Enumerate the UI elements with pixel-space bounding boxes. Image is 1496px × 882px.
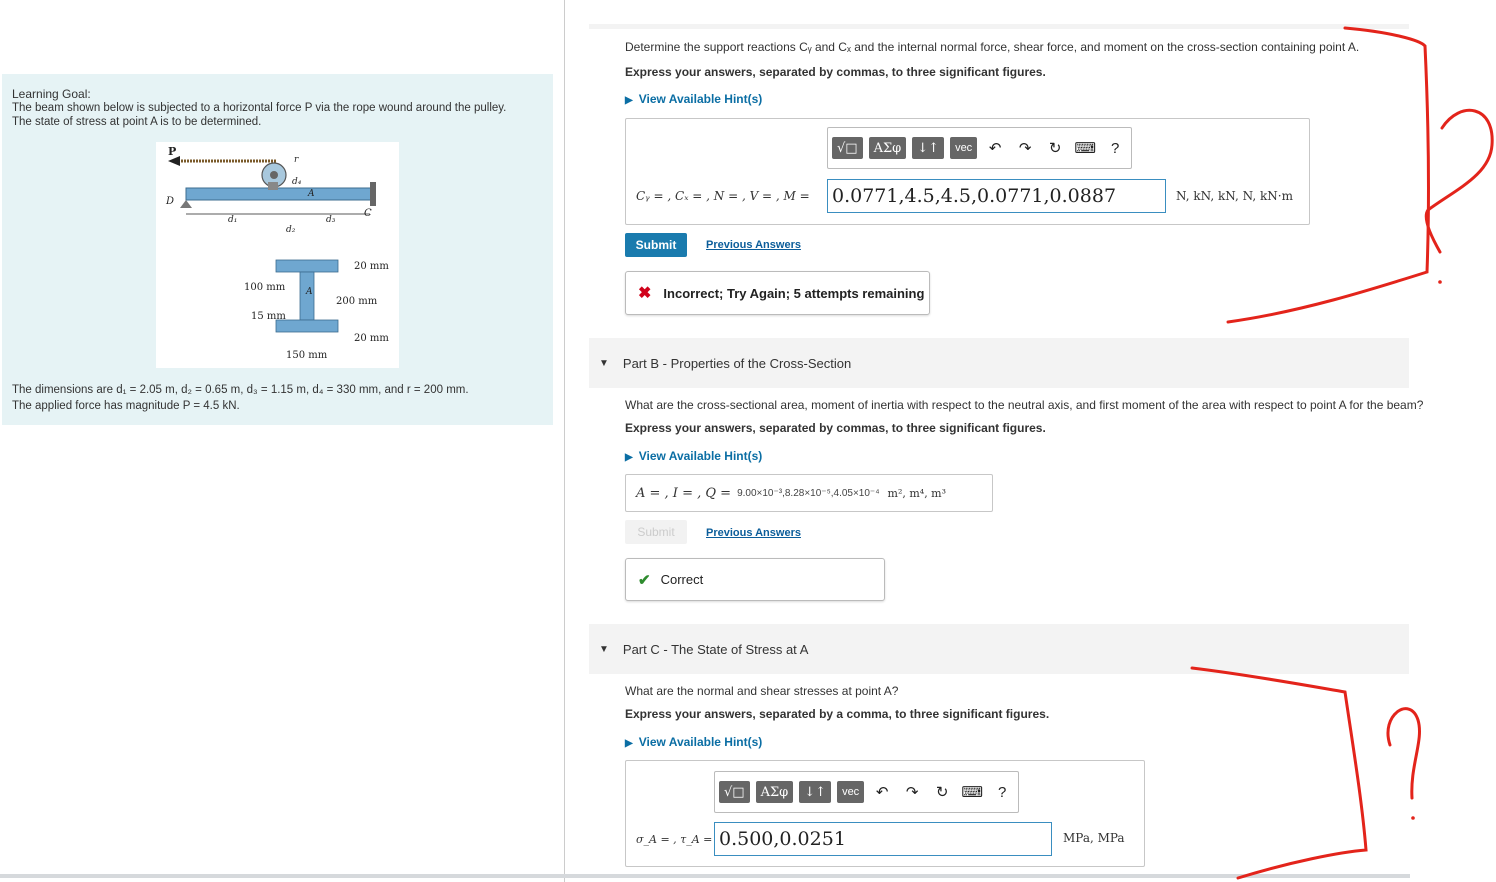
part-b-hint-link[interactable] (625, 449, 762, 463)
part-a-units: N, kN, kN, N, kN·m (1176, 189, 1293, 203)
part-a-hint-link[interactable] (625, 92, 762, 106)
part-b-header[interactable] (589, 338, 1409, 388)
part-a-feedback-text: Incorrect; Try Again; 5 attempts remaining (663, 285, 925, 301)
part-b-submit-button[interactable]: Submit (625, 520, 687, 544)
part-a-toolbar (827, 127, 1132, 169)
learning-goal-line-1: The beam shown below is subjected to a horizontal force P via the rope wound around the pulley. (12, 102, 507, 114)
caret-down-icon: ▼ (599, 357, 609, 369)
sort-button[interactable]: ↓↑ (912, 137, 944, 159)
vec-button[interactable]: vec (950, 137, 977, 159)
checkmark-icon: ✔ (638, 571, 651, 589)
part-c-toolbar (714, 771, 1019, 813)
dim-web-height: 100 mm (244, 282, 286, 293)
triangle-right-icon: ▶ (625, 738, 633, 749)
question-column (565, 0, 1496, 882)
help-button[interactable]: ? (998, 783, 1007, 801)
part-c-hint-link[interactable] (625, 735, 762, 749)
reset-icon[interactable]: ↻ (1048, 140, 1062, 157)
keyboard-icon[interactable]: ⌨ (1074, 140, 1097, 157)
part-c-hint-label: View Available Hint(s) (638, 735, 763, 749)
part-c-title: - The State of Stress at A (659, 641, 809, 657)
part-a-submit-button[interactable]: Submit (625, 233, 687, 257)
part-b-instruction: Express your answers, separated by commas, to three significant figures. (625, 421, 1046, 435)
part-b-question: What are the cross-sectional area, moment of inertia with respect to the neutral axis, and first moment of the area with respect to point A for the beam? (625, 398, 1424, 412)
part-b-units: m², m⁴, m³ (887, 486, 947, 500)
label-a: A (308, 189, 315, 199)
part-a-instruction: Express your answers, separated by commas, to three significant figures. (625, 65, 1046, 79)
dimensions-text: The dimensions are d₁ = 2.05 m, d₂ = 0.65 m, d₃ = 1.15 m, d₄ = 330 mm, and r = 200 mm. (12, 384, 469, 396)
part-b-feedback (625, 558, 885, 601)
reset-icon[interactable]: ↻ (935, 784, 949, 801)
dim-web: 200 mm (336, 296, 378, 307)
redo-icon[interactable]: ↷ (905, 784, 919, 801)
sort-button[interactable]: ↓↑ (799, 781, 831, 803)
label-d4: d₄ (292, 177, 302, 187)
learning-goal-panel (2, 74, 553, 425)
part-c-units: MPa, MPa (1063, 831, 1125, 845)
dim-top-flange: 20 mm (354, 261, 389, 272)
part-a-input[interactable]: 0.0771,4.5,4.5,0.0771,0.0887 (827, 179, 1166, 213)
part-c-input[interactable]: 0.500,0.0251 (714, 822, 1052, 856)
label-r: r (294, 155, 299, 165)
part-b-answer-box (625, 474, 993, 512)
part-b-feedback-text: Correct (660, 572, 704, 587)
learning-goal-line-2: The state of stress at point A is to be determined. (12, 116, 262, 128)
part-c-label: σ_A = , τ_A = (636, 833, 713, 846)
dim-thickness: 15 mm (251, 311, 286, 322)
caret-down-icon: ▼ (599, 643, 609, 655)
vec-button[interactable]: vec (837, 781, 864, 803)
label-d2: d₂ (286, 225, 296, 235)
dim-bottom-flange: 20 mm (354, 333, 389, 344)
undo-icon[interactable]: ↶ (875, 784, 889, 801)
undo-icon[interactable]: ↶ (988, 140, 1002, 157)
part-b-answer: 9.00×10⁻³,8.28×10⁻⁵,4.05×10⁻⁴ (737, 487, 880, 499)
part-c-header[interactable] (589, 624, 1409, 674)
part-a-top-bar (589, 24, 1409, 29)
label-d: D (166, 196, 175, 207)
label-d3: d₃ (326, 215, 336, 225)
templates-button[interactable]: √□ (719, 781, 750, 803)
triangle-right-icon: ▶ (625, 95, 633, 106)
triangle-right-icon: ▶ (625, 452, 633, 463)
keyboard-icon[interactable]: ⌨ (961, 784, 984, 801)
force-text: The applied force has magnitude P = 4.5 kN. (12, 400, 240, 412)
part-b-previous-answers-link[interactable]: Previous Answers (706, 527, 801, 539)
greek-button[interactable]: ΑΣφ (756, 781, 794, 803)
help-button[interactable]: ? (1111, 139, 1120, 157)
part-c-label: Part C (622, 641, 660, 657)
error-x-icon: ✖ (638, 285, 652, 302)
templates-button[interactable]: √□ (832, 137, 863, 159)
learning-goal-title: Learning Goal: (12, 87, 91, 101)
label-p: P (168, 145, 177, 158)
part-c-instruction: Express your answers, separated by a comma, to three significant figures. (625, 707, 1050, 721)
beam-diagram (156, 142, 399, 368)
label-d1: d₁ (228, 215, 238, 225)
dim-width: 150 mm (286, 350, 328, 361)
part-a-hint-label: View Available Hint(s) (638, 92, 763, 106)
greek-button[interactable]: ΑΣφ (869, 137, 907, 159)
label-c: C (364, 208, 372, 219)
part-a-question: Determine the support reactions Cᵧ and Cₓ and the internal normal force, shear force, and moment on the cross-section containing point A. (625, 40, 1360, 54)
redo-icon[interactable]: ↷ (1018, 140, 1032, 157)
bottom-scroll-line (0, 874, 1410, 878)
part-b-title: - Properties of the Cross-Section (659, 355, 852, 371)
label-a-section: A (306, 287, 313, 297)
part-a-label: Cᵧ = , Cₓ = , N = , V = , M = (636, 189, 810, 203)
part-c-question: What are the normal and shear stresses at point A? (625, 684, 899, 698)
part-b-hint-label: View Available Hint(s) (638, 449, 763, 463)
part-b-label: Part B (622, 355, 660, 371)
beam-figure (156, 142, 399, 368)
part-a-feedback (625, 271, 930, 315)
part-a-previous-answers-link[interactable]: Previous Answers (706, 239, 801, 251)
part-c-answer-box (625, 760, 1145, 867)
part-b-label: A = , I = , Q = (636, 485, 732, 501)
part-a-answer-box (625, 118, 1310, 225)
